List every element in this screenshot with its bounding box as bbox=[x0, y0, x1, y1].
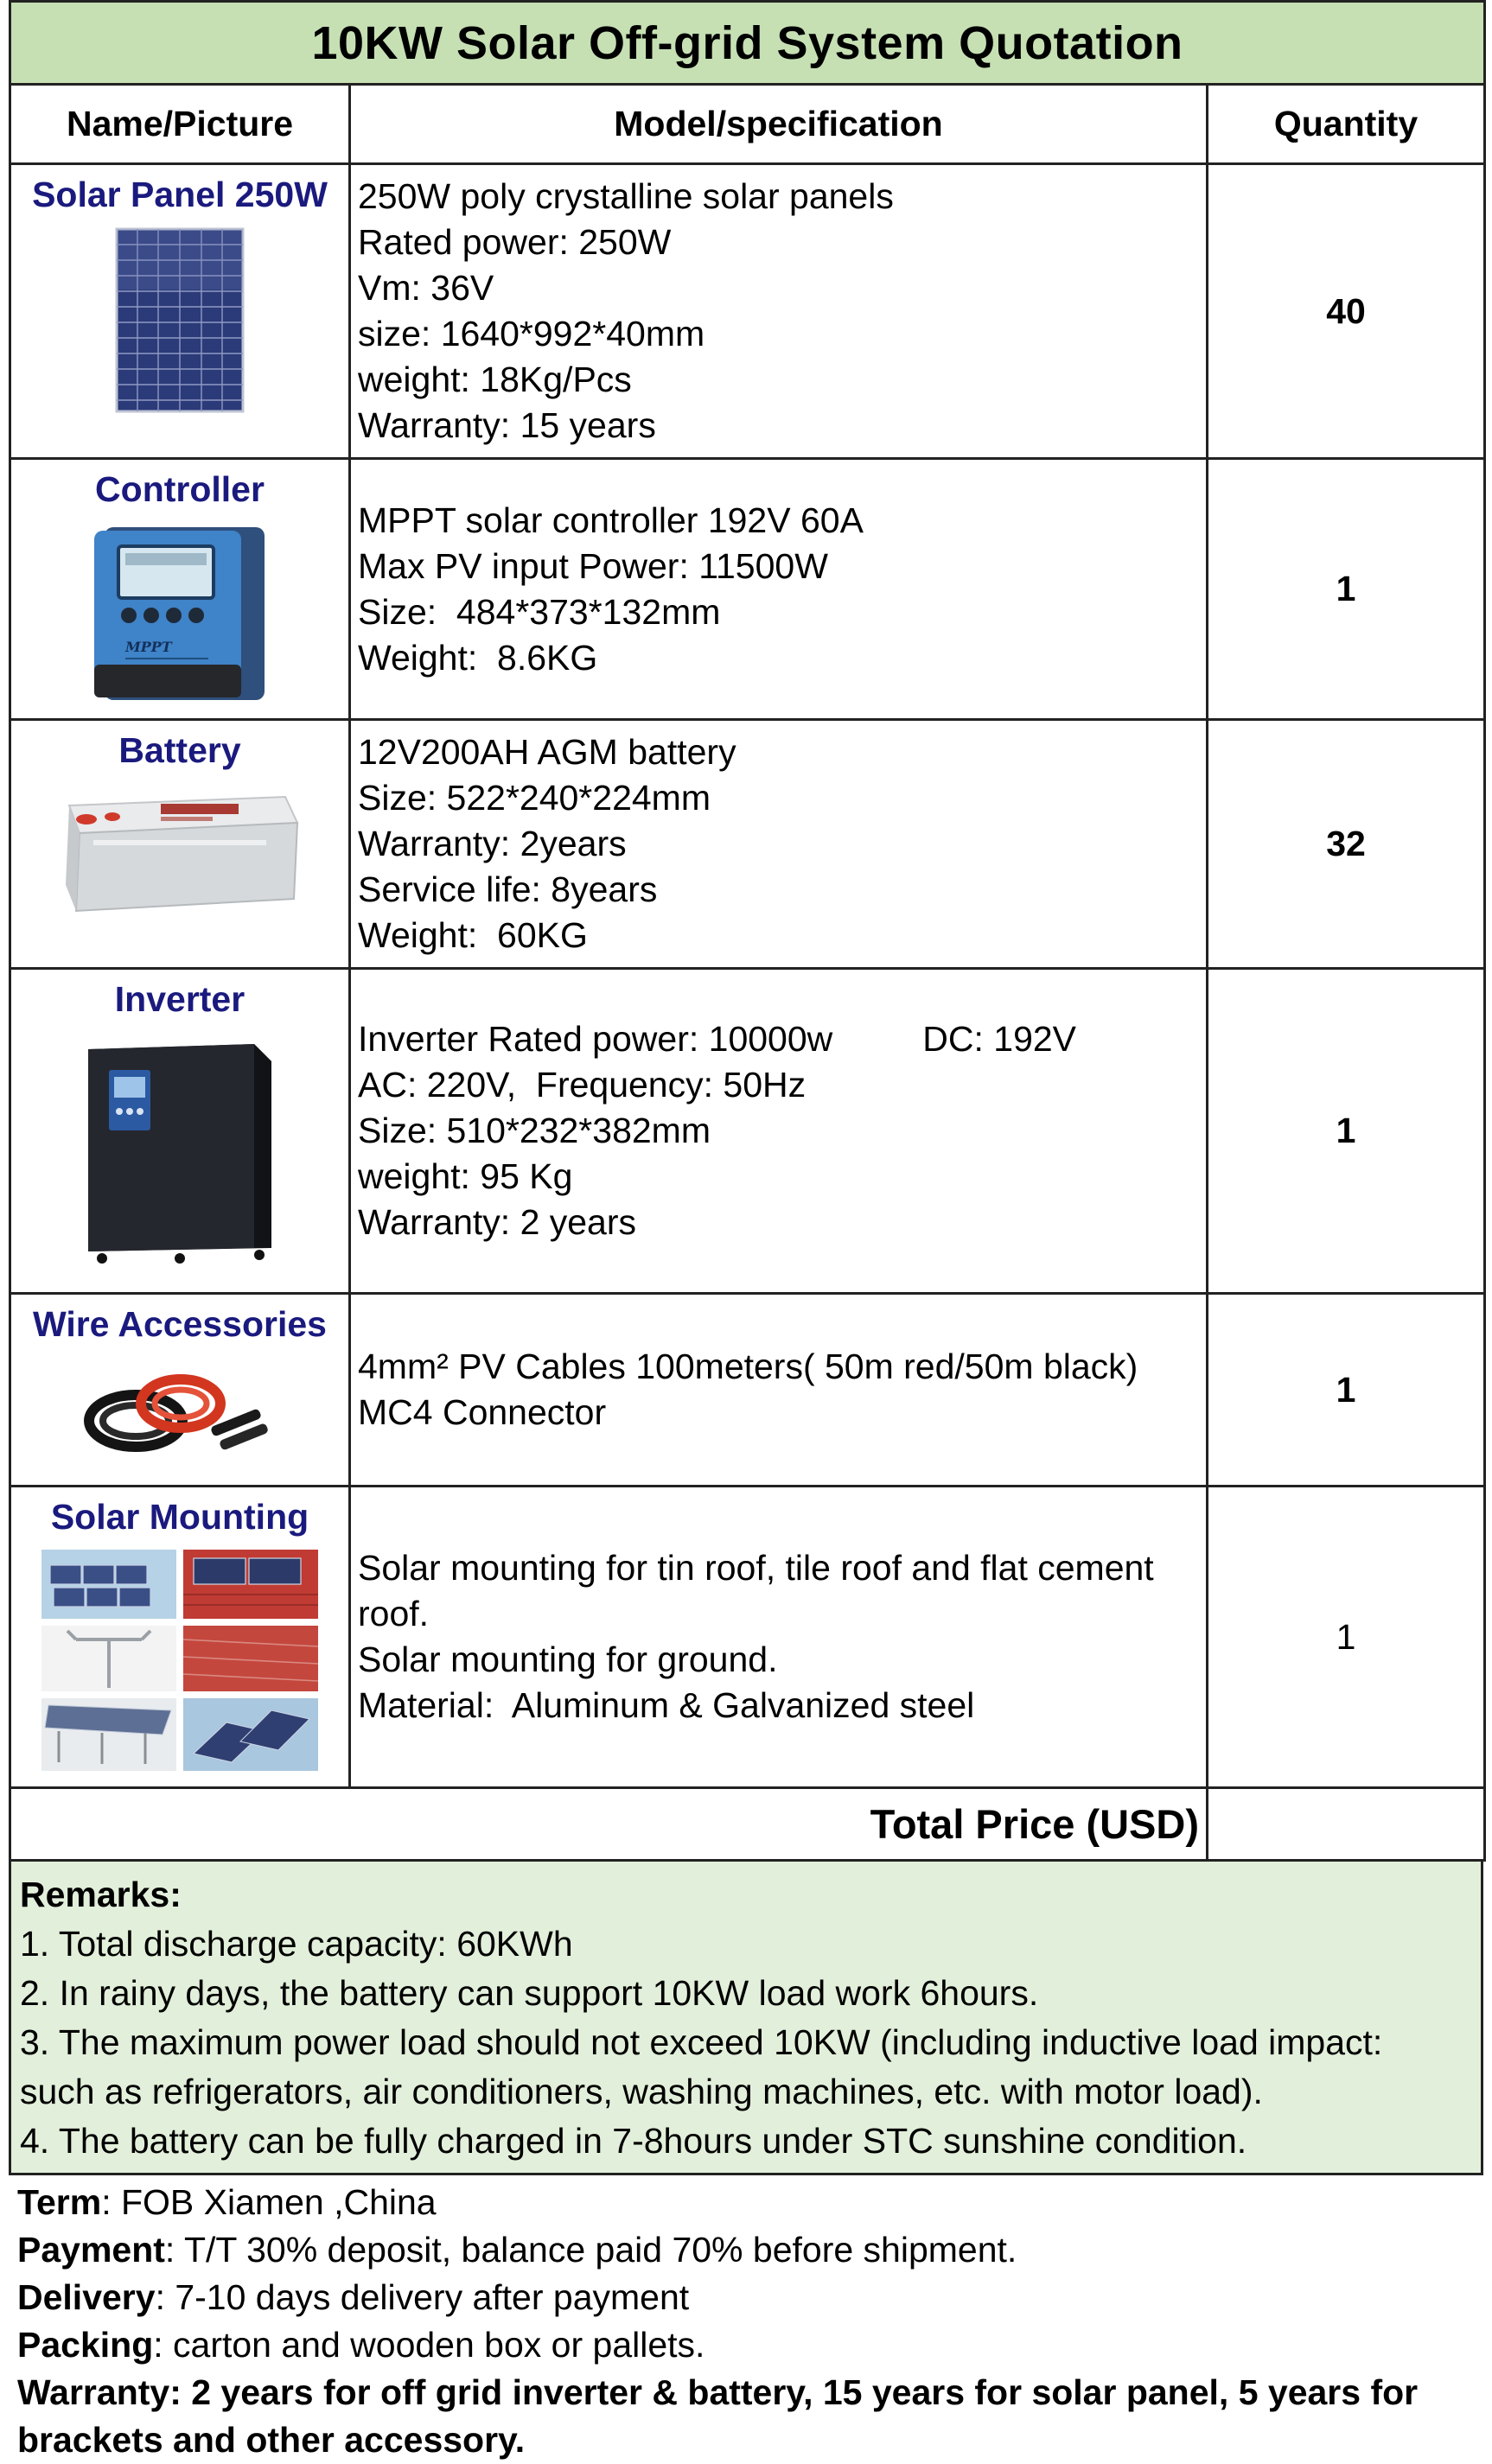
spec-line: 250W poly crystalline solar panels bbox=[358, 176, 894, 216]
term-value: : FOB Xiamen ,China bbox=[101, 2182, 437, 2222]
remark-line: 2. In rainy days, the battery can support 10KW load work 6hours. bbox=[20, 1973, 1039, 2013]
spec-line: AC: 220V, Frequency: 50Hz bbox=[358, 1065, 807, 1105]
item-spec-cell bbox=[350, 164, 1208, 459]
item-spec-cell bbox=[350, 1294, 1208, 1487]
item-spec-cell bbox=[350, 1487, 1208, 1788]
item-quantity: 32 bbox=[1208, 720, 1485, 969]
remark-line: 3. The maximum power load should not exceed 10KW (including inductive load impact: bbox=[20, 2022, 1383, 2062]
spec-line: Service life: 8years bbox=[358, 869, 658, 909]
spec-line: 4mm² PV Cables 100meters( 50m red/50m black) bbox=[358, 1347, 1138, 1386]
item-name-cell bbox=[10, 969, 350, 1294]
inverter-picture bbox=[76, 1032, 284, 1264]
remarks-box bbox=[9, 1862, 1483, 2175]
item-quantity: 1 bbox=[1208, 1294, 1485, 1487]
item-name: Wire Accessories bbox=[33, 1304, 327, 1344]
item-quantity: 40 bbox=[1208, 164, 1485, 459]
item-spec-cell bbox=[350, 720, 1208, 969]
column-header-spec: Model/specification bbox=[350, 85, 1208, 164]
packing-label: Packing bbox=[17, 2325, 154, 2365]
packing-value: : carton and wooden box or pallets. bbox=[153, 2325, 705, 2365]
table-row bbox=[10, 720, 1485, 969]
delivery-value: : 7-10 days delivery after payment bbox=[155, 2277, 690, 2317]
remarks-title: Remarks: bbox=[20, 1875, 182, 1914]
spec-line: Weight: 8.6KG bbox=[358, 637, 598, 678]
table-row bbox=[10, 969, 1485, 1294]
table-row bbox=[10, 1294, 1485, 1487]
page-title: 10KW Solar Off-grid System Quotation bbox=[10, 2, 1485, 85]
table-row bbox=[10, 1487, 1485, 1788]
spec-line: Material: Aluminum & Galvanized steel bbox=[358, 1685, 975, 1725]
spec-line: weight: 18Kg/Pcs bbox=[358, 360, 632, 399]
quotation-sheet bbox=[9, 0, 1483, 2464]
spec-line: Size: 484*373*132mm bbox=[358, 591, 721, 632]
column-header-name: Name/Picture bbox=[10, 85, 350, 164]
spec-line: Solar mounting for tin roof, tile roof and flat cement bbox=[358, 1548, 1154, 1588]
spec-line: Warranty: 15 years bbox=[358, 405, 656, 445]
packing-line bbox=[17, 2321, 1475, 2369]
item-spec-cell bbox=[350, 969, 1208, 1294]
spec-line: size: 1640*992*40mm bbox=[358, 314, 705, 353]
spec-line: 12V200AH AGM battery bbox=[358, 732, 736, 772]
mounting-picture bbox=[41, 1550, 318, 1771]
total-row bbox=[10, 1788, 1485, 1861]
table-row bbox=[10, 459, 1485, 720]
solar-panel-picture bbox=[115, 227, 245, 413]
spec-dc-voltage: DC: 192V bbox=[922, 1019, 1077, 1059]
item-spec-cell bbox=[350, 459, 1208, 720]
spec-line: Rated power: 250W bbox=[358, 222, 672, 262]
spec-line bbox=[358, 1016, 1199, 1062]
spec-line: MPPT solar controller 192V 60A bbox=[358, 500, 864, 540]
controller-picture bbox=[87, 522, 273, 704]
header-row bbox=[10, 85, 1485, 164]
item-name: Solar Panel 250W bbox=[32, 175, 328, 214]
item-name: Controller bbox=[95, 469, 265, 509]
delivery-label: Delivery bbox=[17, 2277, 156, 2317]
item-name-cell bbox=[10, 1487, 350, 1788]
column-header-quantity: Quantity bbox=[1208, 85, 1485, 164]
controller-brand-text: MPPT bbox=[124, 639, 172, 655]
item-name: Battery bbox=[118, 730, 241, 770]
total-price-label: Total Price (USD) bbox=[10, 1788, 1208, 1861]
item-name: Inverter bbox=[114, 979, 245, 1019]
table-row bbox=[10, 164, 1485, 459]
term-line bbox=[17, 2179, 1475, 2226]
item-name: Solar Mounting bbox=[50, 1497, 309, 1537]
cable-picture bbox=[80, 1362, 279, 1457]
spec-line: Weight: 60KG bbox=[358, 915, 588, 955]
item-name-cell bbox=[10, 459, 350, 720]
term-label: Term bbox=[17, 2182, 102, 2222]
item-quantity: 1 bbox=[1208, 1487, 1485, 1788]
title-row bbox=[10, 2, 1485, 85]
total-price-value bbox=[1208, 1788, 1485, 1861]
spec-line: Vm: 36V bbox=[358, 268, 494, 308]
remark-line: 4. The battery can be fully charged in 7-8hours under STC sunshine condition. bbox=[20, 2121, 1247, 2161]
spec-rated-power: Inverter Rated power: 10000w bbox=[358, 1019, 833, 1059]
spec-line: Warranty: 2 years bbox=[358, 1202, 637, 1242]
terms-section bbox=[9, 2175, 1483, 2464]
spec-line: MC4 Connector bbox=[358, 1392, 607, 1432]
payment-line bbox=[17, 2226, 1475, 2274]
spec-line: weight: 95 Kg bbox=[358, 1156, 573, 1196]
quotation-table bbox=[9, 0, 1486, 1862]
item-quantity: 1 bbox=[1208, 969, 1485, 1294]
item-quantity: 1 bbox=[1208, 459, 1485, 720]
warranty-text: Warranty: 2 years for off grid inverter & battery, 15 years for solar panel, 5 years for brackets and other accessory. bbox=[17, 2372, 1419, 2460]
payment-label: Payment bbox=[17, 2230, 165, 2270]
item-name-cell bbox=[10, 164, 350, 459]
spec-line: roof. bbox=[358, 1594, 430, 1633]
remark-line: such as refrigerators, air conditioners, washing machines, etc. with motor load). bbox=[20, 2072, 1263, 2111]
spec-line: Size: 522*240*224mm bbox=[358, 778, 711, 818]
item-name-cell bbox=[10, 720, 350, 969]
delivery-line bbox=[17, 2274, 1475, 2321]
payment-value: : T/T 30% deposit, balance paid 70% before shipment. bbox=[164, 2230, 1017, 2270]
spec-line: Solar mounting for ground. bbox=[358, 1639, 778, 1679]
item-name-cell bbox=[10, 1294, 350, 1487]
spec-line: Max PV input Power: 11500W bbox=[358, 545, 828, 586]
spec-line: Warranty: 2years bbox=[358, 824, 627, 863]
spec-line: Size: 510*232*382mm bbox=[358, 1111, 711, 1150]
battery-picture bbox=[59, 788, 301, 918]
remark-line: 1. Total discharge capacity: 60KWh bbox=[20, 1924, 573, 1964]
